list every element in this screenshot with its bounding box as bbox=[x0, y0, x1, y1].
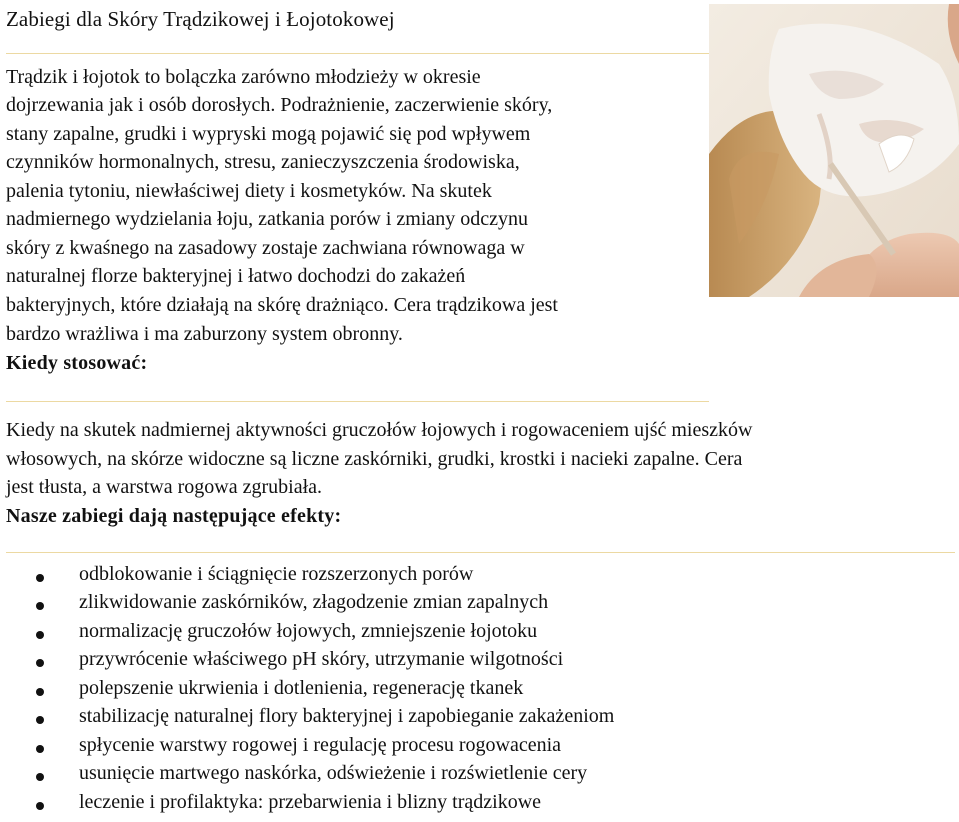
when-line: jest tłusta, a warstwa rogowa zgrubiała. bbox=[6, 476, 323, 498]
when-divider bbox=[6, 401, 709, 402]
effects-heading: Nasze zabiegi dają następujące efekty: bbox=[6, 505, 342, 527]
bullet-icon bbox=[36, 574, 44, 582]
intro-line: stany zapalne, grudki i wypryski mogą pojawić się pod wpływem bbox=[6, 123, 531, 145]
effect-item: zlikwidowanie zaskórników, złagodzenie zmian zapalnych bbox=[79, 591, 549, 613]
bullet-icon bbox=[36, 602, 44, 610]
bullet-icon bbox=[36, 745, 44, 753]
when-line: Kiedy na skutek nadmiernej aktywności gruczołów łojowych i rogowaceniem ujść mieszków bbox=[6, 419, 753, 441]
effect-item: spłycenie warstwy rogowej i regulację procesu rogowacenia bbox=[79, 734, 562, 756]
effect-item: odblokowanie i ściągnięcie rozszerzonych porów bbox=[79, 563, 474, 585]
page-title: Zabiegi dla Skóry Trądzikowej i Łojotokowej bbox=[6, 7, 395, 31]
effect-item: leczenie i profilaktyka: przebarwienia i blizny trądzikowe bbox=[79, 791, 542, 813]
intro-line: czynników hormonalnych, stresu, zanieczyszczenia środowiska, bbox=[6, 151, 520, 173]
intro-line: palenia tytoniu, niewłaściwej diety i kosmetyków. Na skutek bbox=[6, 180, 492, 202]
intro-line: naturalnej florze bakteryjnej i łatwo dochodzi do zakażeń bbox=[6, 265, 466, 287]
effect-item: przywrócenie właściwego pH skóry, utrzymanie wilgotności bbox=[79, 648, 564, 670]
bullet-icon bbox=[36, 688, 44, 696]
bullet-icon bbox=[36, 659, 44, 667]
effect-item: usunięcie martwego naskórka, odświeżenie i rozświetlenie cery bbox=[79, 762, 588, 784]
when-heading: Kiedy stosować: bbox=[6, 352, 148, 374]
bullet-icon bbox=[36, 716, 44, 724]
effect-item: polepszenie ukrwienia i dotlenienia, regenerację tkanek bbox=[79, 677, 524, 699]
title-divider bbox=[6, 53, 709, 54]
intro-line: Trądzik i łojotok to bolączka zarówno młodzieży w okresie bbox=[6, 66, 481, 88]
effect-item: stabilizację naturalnej flory bakteryjnej i zapobieganie zakażeniom bbox=[79, 705, 615, 727]
effect-item: normalizację gruczołów łojowych, zmniejszenie łojotoku bbox=[79, 620, 538, 642]
effects-divider bbox=[6, 552, 955, 553]
intro-line: bakteryjnych, które działają na skórę drażniąco. Cera trądzikowa jest bbox=[6, 294, 558, 316]
bullet-icon bbox=[36, 802, 44, 810]
intro-line: nadmiernego wydzielania łoju, zatkania porów i zmiany odczynu bbox=[6, 208, 529, 230]
intro-line: dojrzewania jak i osób dorosłych. Podrażnienie, zaczerwienie skóry, bbox=[6, 94, 553, 116]
intro-line: bardzo wrażliwa i ma zaburzony system obronny. bbox=[6, 323, 403, 345]
facial-mask-treatment-photo bbox=[709, 4, 959, 297]
bullet-icon bbox=[36, 773, 44, 781]
intro-line: skóry z kwaśnego na zasadowy zostaje zachwiana równowaga w bbox=[6, 237, 525, 259]
when-line: włosowych, na skórze widoczne są liczne zaskórniki, grudki, krostki i nacieki zapalne. Cera bbox=[6, 448, 743, 470]
bullet-icon bbox=[36, 631, 44, 639]
